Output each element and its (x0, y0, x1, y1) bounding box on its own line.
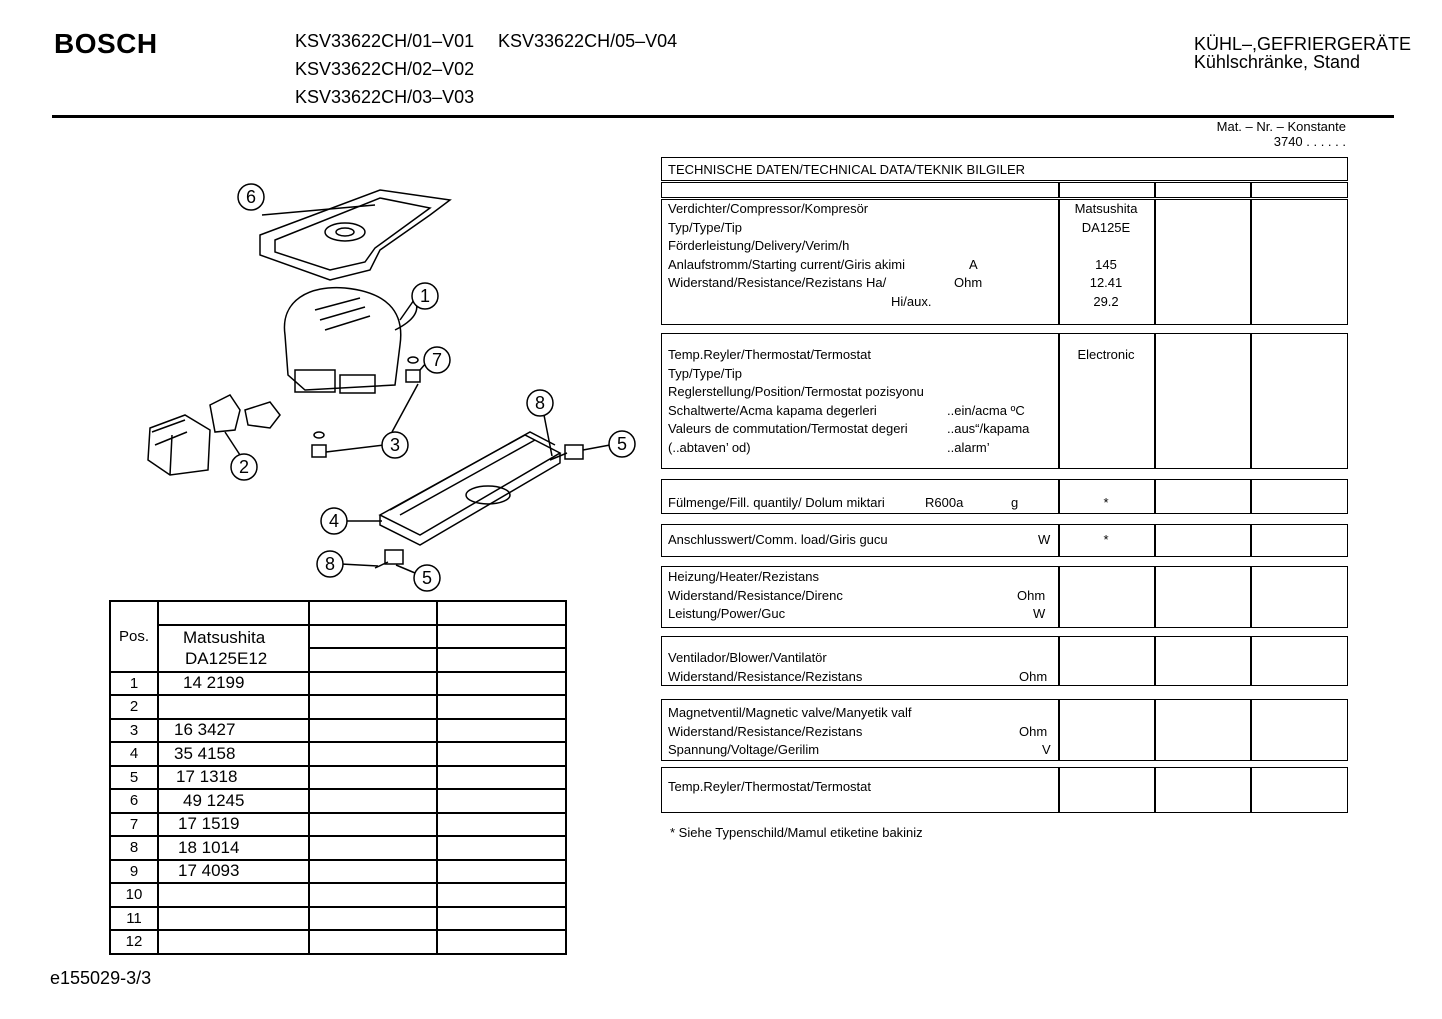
pos-cell: 10 (110, 883, 158, 907)
spec-label: Widerstand/Resistance/Rezistans Ha/ (668, 275, 887, 290)
callout-label: 5 (616, 434, 628, 454)
callout-label: 5 (421, 568, 433, 588)
spec-unit: Ohm (954, 275, 983, 290)
table-row (110, 813, 566, 837)
part-number: 17 4093 (158, 860, 309, 884)
spec-label: Valeurs de commutation/Termostat degeri (668, 421, 908, 436)
spec-value: * (1103, 495, 1109, 510)
rubber-grommet (312, 445, 326, 457)
pos-cell: 11 (110, 907, 158, 931)
pos-cell: 7 (110, 813, 158, 837)
spec-unit: ..alarm’ (947, 439, 990, 455)
table-row (110, 930, 566, 954)
callout-label: 6 (245, 187, 257, 207)
spec-label: Typ/Type/Tip (668, 365, 742, 381)
tech-data-title: TECHNISCHE DATEN/TECHNICAL DATA/TEKNIK BILGILER (668, 162, 1026, 177)
compressor-block (661, 199, 1348, 325)
pos-cell: 4 (110, 742, 158, 766)
pos-cell: 3 (110, 719, 158, 743)
document-id: e155029-3/3 (50, 968, 152, 988)
mat-nr-label: Mat. – Nr. – Konstante (1216, 119, 1346, 134)
spec-label: Heizung/Heater/Rezistans (668, 569, 820, 584)
table-row (110, 836, 566, 860)
model-number: KSV33622CH/01–V01 (295, 31, 475, 51)
spec-value: * (1103, 532, 1109, 547)
part-number (158, 930, 309, 954)
heater-block (661, 566, 1348, 628)
spec-label: Fülmenge/Fill. quantily/ Dolum miktari (668, 495, 885, 510)
callout-label: 8 (534, 393, 546, 413)
callout-label: 3 (389, 435, 401, 455)
model-number: KSV33622CH/03–V03 (295, 87, 475, 107)
pos-header: Pos. (110, 601, 158, 672)
spec-label: Anschlusswert/Comm. load/Giris gucu (668, 532, 888, 547)
pos-cell: 12 (110, 930, 158, 954)
part-number: 16 3427 (158, 719, 309, 743)
spec-label: Leistung/Power/Guc (668, 606, 786, 621)
spec-value: Electronic (1077, 347, 1135, 362)
spec-label: Magnetventil/Magnetic valve/Manyetik valf (668, 705, 912, 720)
category-title: KÜHL–,GEFRIERGERÄTE (1193, 34, 1411, 54)
rubber-grommet (406, 370, 420, 382)
spec-value: R600a (925, 495, 964, 510)
header-rule (52, 115, 1394, 118)
model-number: KSV33622CH/05–V04 (498, 31, 678, 51)
spec-label: Hi/aux. (891, 293, 932, 309)
pos-cell: 9 (110, 860, 158, 884)
spec-unit: Ohm (1019, 723, 1048, 739)
model-number: KSV33622CH/02–V02 (295, 59, 475, 79)
spec-unit: A (969, 256, 978, 272)
table-row (110, 789, 566, 813)
spec-value: 145 (1095, 256, 1117, 272)
thermostat2-block (661, 767, 1348, 813)
spec-unit: V (1042, 742, 1051, 757)
table-row (110, 907, 566, 931)
spec-value: DA125E (1081, 219, 1131, 235)
spec-label: Ventilador/Blower/Vantilatör (668, 650, 827, 665)
table-row (110, 625, 566, 649)
spec-unit: ..ein/acma ºC (947, 402, 1025, 418)
table-row (110, 766, 566, 790)
spec-label: Temp.Reyler/Thermostat/Termostat (668, 779, 872, 794)
pos-cell: 5 (110, 766, 158, 790)
category-subtitle: Kühlschränke, Stand (1193, 52, 1360, 72)
callout-label: 1 (419, 286, 431, 306)
spec-label: Verdichter/Compressor/Kompresör (668, 201, 869, 216)
blower-block (661, 636, 1348, 686)
part-number (158, 695, 309, 719)
table-row (110, 742, 566, 766)
spec-label: Spannung/Voltage/Gerilim (668, 742, 820, 757)
spec-unit: Ohm (1019, 668, 1048, 684)
part-number: 49 1245 (158, 789, 309, 813)
spec-label: Widerstand/Resistance/Rezistans (668, 668, 863, 684)
part-number: 17 1519 (158, 813, 309, 837)
spec-unit: W (1033, 606, 1046, 621)
material-number (1217, 119, 1346, 149)
compressor-model: DA125E12 (158, 648, 309, 672)
spec-unit: ..aus“/kapama (947, 421, 1030, 436)
table-row (110, 860, 566, 884)
table-row (110, 695, 566, 719)
part-number: 18 1014 (158, 836, 309, 860)
spec-unit: W (1038, 532, 1051, 547)
spec-label: Widerstand/Resistance/Rezistans (668, 723, 863, 739)
table-row (110, 672, 566, 696)
callout-label: 2 (238, 457, 250, 477)
pos-cell: 8 (110, 836, 158, 860)
spec-label: Anlaufstromm/Starting current/Giris akimi (668, 256, 905, 272)
table-row (110, 883, 566, 907)
pos-cell: 2 (110, 695, 158, 719)
spacer (565, 445, 583, 459)
part-number (158, 907, 309, 931)
pos-cell: 6 (110, 789, 158, 813)
spec-label: Widerstand/Resistance/Direnc (668, 587, 843, 603)
parts-table (109, 600, 567, 955)
tech-data-header (661, 157, 1348, 181)
spec-value: Matsushita (1074, 201, 1138, 216)
thermostat-block (661, 333, 1348, 469)
spec-unit: Ohm (1017, 587, 1046, 603)
spec-label: Typ/Type/Tip (668, 219, 742, 235)
spec-label: Schaltwerte/Acma kapama degerleri (668, 402, 877, 418)
magnetic-valve-block (661, 699, 1348, 761)
fill-quantity-block (661, 479, 1348, 514)
tech-data-column-header (661, 182, 1348, 198)
table-row (110, 719, 566, 743)
connected-load-block (661, 524, 1348, 557)
part-number: 35 4158 (158, 742, 309, 766)
callout-label: 8 (324, 554, 336, 574)
spec-value: 29.2 (1093, 293, 1119, 309)
spec-unit: g (1011, 495, 1019, 510)
table-row (110, 601, 566, 625)
table-row (110, 648, 566, 672)
spec-label: Temp.Reyler/Thermostat/Termostat (668, 347, 872, 362)
compressor-make: Matsushita (158, 625, 309, 649)
spec-label: Förderleistung/Delivery/Verim/h (668, 238, 850, 253)
start-relay-cover (148, 415, 210, 475)
footnote: * Siehe Typenschild/Mamul etiketine bakiniz (670, 825, 923, 840)
pos-cell: 1 (110, 672, 158, 696)
mat-nr-value: 3740 . . . . . . (1273, 134, 1346, 149)
brand-logo: BOSCH (54, 28, 158, 59)
part-number (158, 883, 309, 907)
compressor-exploded-drawing (130, 170, 650, 600)
callout-label: 4 (328, 511, 340, 531)
callout-label: 7 (431, 350, 443, 370)
part-number: 14 2199 (158, 672, 309, 696)
spec-label: (..abtaven’ od) (668, 439, 751, 455)
spec-label: Reglerstellung/Position/Termostat pozisyonu (668, 384, 924, 399)
spec-value: 12.41 (1089, 275, 1123, 290)
part-number: 17 1318 (158, 766, 309, 790)
start-relay (210, 395, 240, 432)
